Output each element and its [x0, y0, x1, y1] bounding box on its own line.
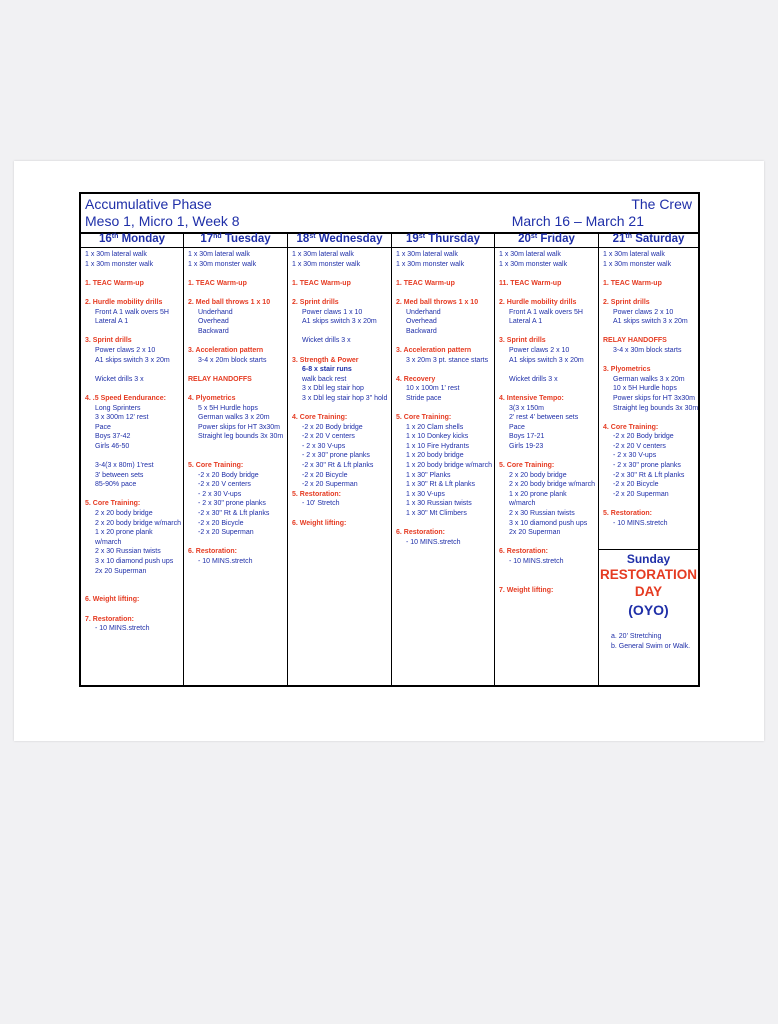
- exercise-line: Wicket drills 3 x: [95, 375, 144, 383]
- section-heading: 1. TEAC Warm-up: [292, 279, 351, 287]
- exercise-line: 85-90% pace: [95, 481, 137, 489]
- exercise-line: -2 x 20 Superman: [198, 529, 254, 537]
- exercise-line: w/march: [95, 538, 122, 546]
- exercise-line: -2 x 20 Body bridge: [613, 433, 674, 441]
- exercise-line: 5 x 5H Hurdle hops: [198, 404, 258, 412]
- exercise-line: [499, 567, 598, 577]
- exercise-line: [603, 288, 698, 298]
- section-heading: 4. Recovery: [396, 375, 436, 383]
- exercise-line: [85, 490, 183, 500]
- exercise-line: 2 x 20 body bridge w/march: [95, 519, 181, 527]
- oyo-label: (OYO): [628, 602, 669, 618]
- exercise-line: Underhand: [406, 308, 441, 316]
- date-range: March 16 – March 21: [511, 213, 644, 229]
- exercise-line: [188, 538, 287, 548]
- exercise-line: [499, 288, 598, 298]
- sunday-note: a. 20' Stretching: [611, 633, 662, 640]
- exercise-line: - 2 x 30 V-ups: [198, 490, 242, 498]
- exercise-line: [85, 384, 183, 394]
- exercise-line: Girls 46-50: [95, 442, 130, 450]
- exercise-line: 3 x Dbl leg stair hop 3" hold: [302, 394, 388, 402]
- section-heading: 4. Intensive Tempo:: [499, 394, 564, 402]
- section-heading: 6. Weight lifting:: [292, 519, 347, 527]
- exercise-line: Lateral A 1: [509, 318, 543, 326]
- exercise-line: -2 x 20 V centers: [198, 481, 251, 489]
- exercise-line: [292, 288, 391, 298]
- training-schedule: [79, 192, 700, 687]
- section-heading: 2. Hurdle mobility drills: [85, 298, 163, 306]
- exercise-line: Wicket drills 3 x: [302, 337, 351, 345]
- exercise-line: Pace: [95, 423, 111, 431]
- exercise-line: 1 x 30m lateral walk: [292, 251, 354, 258]
- day-items: [599, 248, 698, 528]
- section-heading: 2. Sprint drills: [292, 298, 339, 306]
- day-items: [288, 248, 391, 528]
- exercise-line: [188, 336, 287, 346]
- exercise-line: [292, 509, 391, 519]
- day-column-friday: [495, 232, 599, 685]
- section-heading: 3. Plyometrics: [603, 366, 651, 374]
- exercise-line: 1 x 30 Russian twists: [406, 500, 472, 508]
- exercise-line: 3 x Dbl leg stair hop: [302, 385, 364, 393]
- day-column-tuesday: [184, 232, 288, 685]
- exercise-line: [396, 269, 494, 279]
- exercise-line: 6-8 x stair runs: [302, 366, 352, 374]
- day-header: 21th Saturday: [599, 232, 698, 248]
- section-heading: 1. TEAC Warm-up: [85, 279, 144, 287]
- exercise-line: Power claws 2 x 10: [95, 346, 156, 354]
- section-heading: 3. Sprint drills: [499, 337, 546, 345]
- phase-label: Accumulative Phase: [85, 196, 212, 212]
- exercise-line: - 2 x 30" prone planks: [198, 500, 266, 508]
- exercise-line: -2 x 20 Bicycle: [302, 471, 348, 479]
- exercise-line: 1 x 30m monster walk: [396, 260, 465, 268]
- exercise-line: Power skips for HT 3x30m: [198, 423, 280, 431]
- restoration-label: RESTORATION: [599, 567, 697, 582]
- exercise-line: [499, 365, 598, 375]
- exercise-line: 1 x 20 Clam shells: [406, 423, 464, 431]
- exercise-line: -2 x 20 Superman: [613, 490, 669, 498]
- exercise-line: [188, 384, 287, 394]
- sunday-note: b. General Swim or Walk.: [611, 642, 691, 650]
- exercise-line: Overhead: [198, 318, 229, 326]
- exercise-line: -2 x 20 Bicycle: [613, 481, 659, 489]
- exercise-line: 1 x 30" Mt Climbers: [406, 510, 467, 518]
- exercise-line: [603, 327, 698, 337]
- exercise-line: -2 x 20 Body bridge: [302, 423, 363, 431]
- exercise-line: 2 x 30 Russian twists: [95, 548, 161, 556]
- exercise-line: Power skips for HT 3x30m: [613, 394, 695, 402]
- exercise-line: [396, 288, 494, 298]
- section-heading: 4. .5 Speed Eendurance:: [85, 394, 166, 402]
- section-heading: 2. Med ball throws 1 x 10: [188, 298, 271, 306]
- exercise-line: [396, 336, 494, 346]
- exercise-line: 2x 20 Superman: [509, 529, 561, 537]
- section-heading: 4. Core Training:: [292, 414, 348, 422]
- exercise-line: -2 x 30" Rt & Lft planks: [613, 471, 685, 479]
- section-heading: 2. Sprint drills: [603, 298, 650, 306]
- section-heading: 5. Restoration:: [603, 510, 653, 518]
- section-heading: 7. Weight lifting:: [499, 586, 554, 594]
- exercise-line: 1 x 20 prone plank: [95, 529, 153, 537]
- day-header: 16th Monday: [81, 232, 183, 248]
- exercise-line: A1 skips switch 3 x 20m: [509, 356, 584, 364]
- section-heading: 6. Restoration:: [188, 548, 238, 556]
- section-heading: 3. Strength & Power: [292, 356, 359, 364]
- sunday-notes: [599, 618, 698, 651]
- document-page: [14, 161, 764, 741]
- exercise-line: 3 x 10 diamond push ups: [95, 558, 174, 565]
- exercise-line: 1 x 30m monster walk: [603, 260, 672, 268]
- exercise-line: [499, 576, 598, 586]
- exercise-line: - 2 x 30 V-ups: [302, 442, 346, 450]
- section-heading: 2. Hurdle mobility drills: [499, 298, 577, 306]
- exercise-line: 1 x 30m lateral walk: [85, 251, 147, 258]
- exercise-line: 1 x 30" Rt & Lft planks: [406, 481, 476, 489]
- exercise-line: [85, 269, 183, 279]
- exercise-line: -2 x 20 V centers: [613, 442, 666, 450]
- day-header: 20st Friday: [495, 232, 598, 248]
- exercise-line: Backward: [198, 327, 229, 335]
- exercise-line: [499, 384, 598, 394]
- exercise-line: [292, 327, 391, 337]
- exercise-line: 1 x 20 body bridge w/march: [406, 462, 492, 470]
- exercise-line: - 2 x 30" prone planks: [613, 462, 681, 470]
- day-items: [81, 248, 183, 634]
- exercise-line: [188, 442, 287, 452]
- exercise-line: 10 x 100m 1' rest: [406, 385, 460, 393]
- section-heading: 1. TEAC Warm-up: [603, 279, 662, 287]
- exercise-line: [85, 576, 183, 586]
- exercise-line: [499, 269, 598, 279]
- section-heading: 5. Core Training:: [85, 500, 141, 508]
- section-heading: 1. TEAC Warm-up: [188, 279, 247, 287]
- exercise-line: w/march: [509, 500, 536, 508]
- exercise-line: 1 x 30m lateral walk: [603, 251, 665, 258]
- exercise-line: [603, 499, 698, 509]
- exercise-line: 2x 20 Superman: [95, 567, 147, 575]
- section-heading: 7. Restoration:: [85, 615, 135, 623]
- exercise-line: [292, 346, 391, 356]
- exercise-line: Underhand: [198, 308, 233, 316]
- exercise-line: 2 x 30 Russian twists: [509, 510, 575, 518]
- exercise-line: [85, 288, 183, 298]
- cycle-label: Meso 1, Micro 1, Week 8: [85, 213, 240, 229]
- exercise-line: 3 x 300m 12' rest: [95, 414, 149, 422]
- day-header: 18st Wednesday: [288, 232, 391, 248]
- exercise-line: -2 x 20 Bicycle: [198, 519, 244, 527]
- exercise-line: - 10' Stretch: [302, 500, 340, 508]
- exercise-line: 1 x 30m monster walk: [188, 260, 257, 268]
- exercise-line: Lateral A 1: [95, 318, 129, 326]
- exercise-line: - 10 MINS.stretch: [406, 538, 461, 546]
- exercise-line: -2 x 20 Body bridge: [198, 471, 259, 479]
- exercise-line: [188, 288, 287, 298]
- section-heading: 5. Core Training:: [188, 462, 244, 470]
- exercise-line: 2' rest 4' between sets: [509, 414, 579, 422]
- exercise-line: - 2 x 30 V-ups: [613, 452, 657, 460]
- day-items: [184, 248, 287, 567]
- section-heading: 6. Restoration:: [396, 529, 446, 537]
- exercise-line: Stride pace: [406, 394, 442, 402]
- exercise-line: 3 x 20m 3 pt. stance starts: [406, 356, 489, 364]
- exercise-line: A1 skips switch 3 x 20m: [302, 318, 377, 326]
- section-heading: 4. Core Training:: [603, 423, 659, 431]
- exercise-line: Power claws 1 x 10: [302, 308, 363, 316]
- exercise-line: 3-4 x 30m block starts: [613, 346, 682, 354]
- exercise-line: walk back rest: [302, 375, 347, 383]
- exercise-line: A1 skips switch 3 x 20m: [95, 356, 170, 364]
- exercise-line: Backward: [406, 327, 437, 335]
- section-heading: 5. Restoration:: [292, 490, 342, 498]
- exercise-line: - 2 x 30" prone planks: [302, 452, 370, 460]
- exercise-line: Front A 1 walk overs 5H: [95, 308, 169, 316]
- exercise-line: -2 x 30" Rt & Lft planks: [198, 510, 270, 518]
- section-heading: 5. Core Training:: [396, 414, 452, 422]
- section-heading: 3. Sprint drills: [85, 337, 132, 345]
- schedule-header: [81, 194, 698, 234]
- section-heading: RELAY HANDOFFS: [188, 375, 252, 383]
- exercise-line: [396, 519, 494, 529]
- exercise-line: Straight leg bounds 3x 30m: [198, 433, 284, 441]
- exercise-line: [499, 538, 598, 548]
- exercise-line: Wicket drills 3 x: [509, 375, 558, 383]
- day-column-wednesday: [288, 232, 392, 685]
- exercise-line: - 10 MINS.stretch: [509, 558, 564, 565]
- exercise-line: 1 x 10 Fire Hydrants: [406, 442, 470, 450]
- exercise-line: 2 x 20 body bridge: [509, 471, 567, 479]
- section-heading: 5. Core Training:: [499, 462, 555, 470]
- section-heading: 11. TEAC Warm-up: [499, 279, 562, 287]
- exercise-line: Pace: [509, 423, 525, 431]
- exercise-line: 1 x 30m monster walk: [85, 260, 154, 268]
- exercise-line: 1 x 20 prone plank: [509, 490, 567, 498]
- exercise-line: - 10 MINS.stretch: [198, 558, 253, 565]
- exercise-line: 3(3 x 150m: [509, 404, 545, 412]
- exercise-line: A1 skips switch 3 x 20m: [613, 318, 688, 326]
- exercise-line: [85, 365, 183, 375]
- exercise-line: -2 x 20 V centers: [302, 433, 355, 441]
- exercise-line: 1 x 30m monster walk: [292, 260, 361, 268]
- exercise-line: 1 x 30m lateral walk: [188, 251, 250, 258]
- exercise-line: 1 x 30m monster walk: [499, 260, 568, 268]
- exercise-line: 3-4(3 x 80m) 1'rest: [95, 462, 154, 470]
- exercise-line: 3 x 10 diamond push ups: [509, 519, 588, 527]
- exercise-line: [603, 356, 698, 366]
- exercise-line: -2 x 30" Rt & Lft planks: [302, 462, 374, 470]
- exercise-line: 3' between sets: [95, 471, 144, 479]
- exercise-line: Boys 37-42: [95, 433, 131, 441]
- day-header: 17nd Tuesday: [184, 232, 287, 248]
- sunday-title: Sunday: [626, 552, 671, 566]
- exercise-line: [188, 365, 287, 375]
- exercise-line: Front A 1 walk overs 5H: [509, 308, 583, 316]
- sunday-box: [599, 549, 698, 685]
- team-label: The Crew: [631, 196, 692, 212]
- exercise-line: Overhead: [406, 318, 437, 326]
- exercise-line: 1 x 30m lateral walk: [499, 251, 561, 258]
- section-heading: 6. Weight lifting:: [85, 596, 140, 604]
- exercise-line: [292, 404, 391, 414]
- day-items: [392, 248, 494, 547]
- days-grid: [81, 232, 698, 685]
- day-column-monday: [81, 232, 184, 685]
- exercise-line: 1 x 30m lateral walk: [396, 251, 458, 258]
- exercise-line: [85, 327, 183, 337]
- exercise-line: 2 x 20 body bridge w/march: [509, 481, 595, 489]
- exercise-line: - 10 MINS.stretch: [95, 625, 150, 633]
- exercise-line: [499, 451, 598, 461]
- exercise-line: 10 x 5H Hurdle hops: [613, 385, 677, 393]
- exercise-line: [603, 269, 698, 279]
- day-items: [495, 248, 598, 595]
- section-heading: 3. Acceleration pattern: [188, 346, 264, 354]
- exercise-line: Power claws 2 x 10: [613, 308, 674, 316]
- exercise-line: Long Sprinters: [95, 404, 141, 412]
- exercise-line: [292, 269, 391, 279]
- exercise-line: 1 x 30" Planks: [406, 471, 451, 479]
- exercise-line: 2 x 20 body bridge: [95, 510, 153, 518]
- exercise-line: [85, 451, 183, 461]
- section-heading: 1. TEAC Warm-up: [396, 279, 455, 287]
- day-header: 19st Thursday: [392, 232, 494, 248]
- exercise-line: Power claws 2 x 10: [509, 346, 570, 354]
- section-heading: RELAY HANDOFFS: [603, 337, 667, 345]
- exercise-line: 3-4 x 20m block starts: [198, 356, 267, 364]
- exercise-line: Girls 19-23: [509, 442, 544, 450]
- day-column-thursday: [392, 232, 495, 685]
- day-column-saturday: [599, 232, 698, 685]
- exercise-line: - 10 MINS.stretch: [613, 519, 668, 527]
- section-heading: 2. Med ball throws 1 x 10: [396, 298, 479, 306]
- exercise-line: Straight leg bounds 3x 30m: [613, 404, 698, 412]
- exercise-line: [188, 269, 287, 279]
- exercise-line: German walks 3 x 20m: [613, 375, 685, 383]
- exercise-line: [396, 365, 494, 375]
- exercise-line: [603, 413, 698, 423]
- restoration-day-label: DAY: [634, 584, 663, 599]
- exercise-line: Boys 17-21: [509, 433, 545, 441]
- exercise-line: [499, 327, 598, 337]
- exercise-line: [188, 451, 287, 461]
- section-heading: 6. Restoration:: [499, 548, 549, 556]
- exercise-line: 1 x 10 Donkey kicks: [406, 433, 469, 441]
- section-heading: 4. Plyometrics: [188, 394, 236, 402]
- exercise-line: [85, 586, 183, 596]
- exercise-line: -2 x 20 Superman: [302, 481, 358, 489]
- section-heading: 3. Acceleration pattern: [396, 346, 472, 354]
- exercise-line: 1 x 30 V-ups: [406, 490, 445, 498]
- exercise-line: German walks 3 x 20m: [198, 414, 270, 422]
- exercise-line: 1 x 20 body bridge: [406, 452, 464, 460]
- exercise-line: [396, 404, 494, 414]
- exercise-line: [85, 605, 183, 615]
